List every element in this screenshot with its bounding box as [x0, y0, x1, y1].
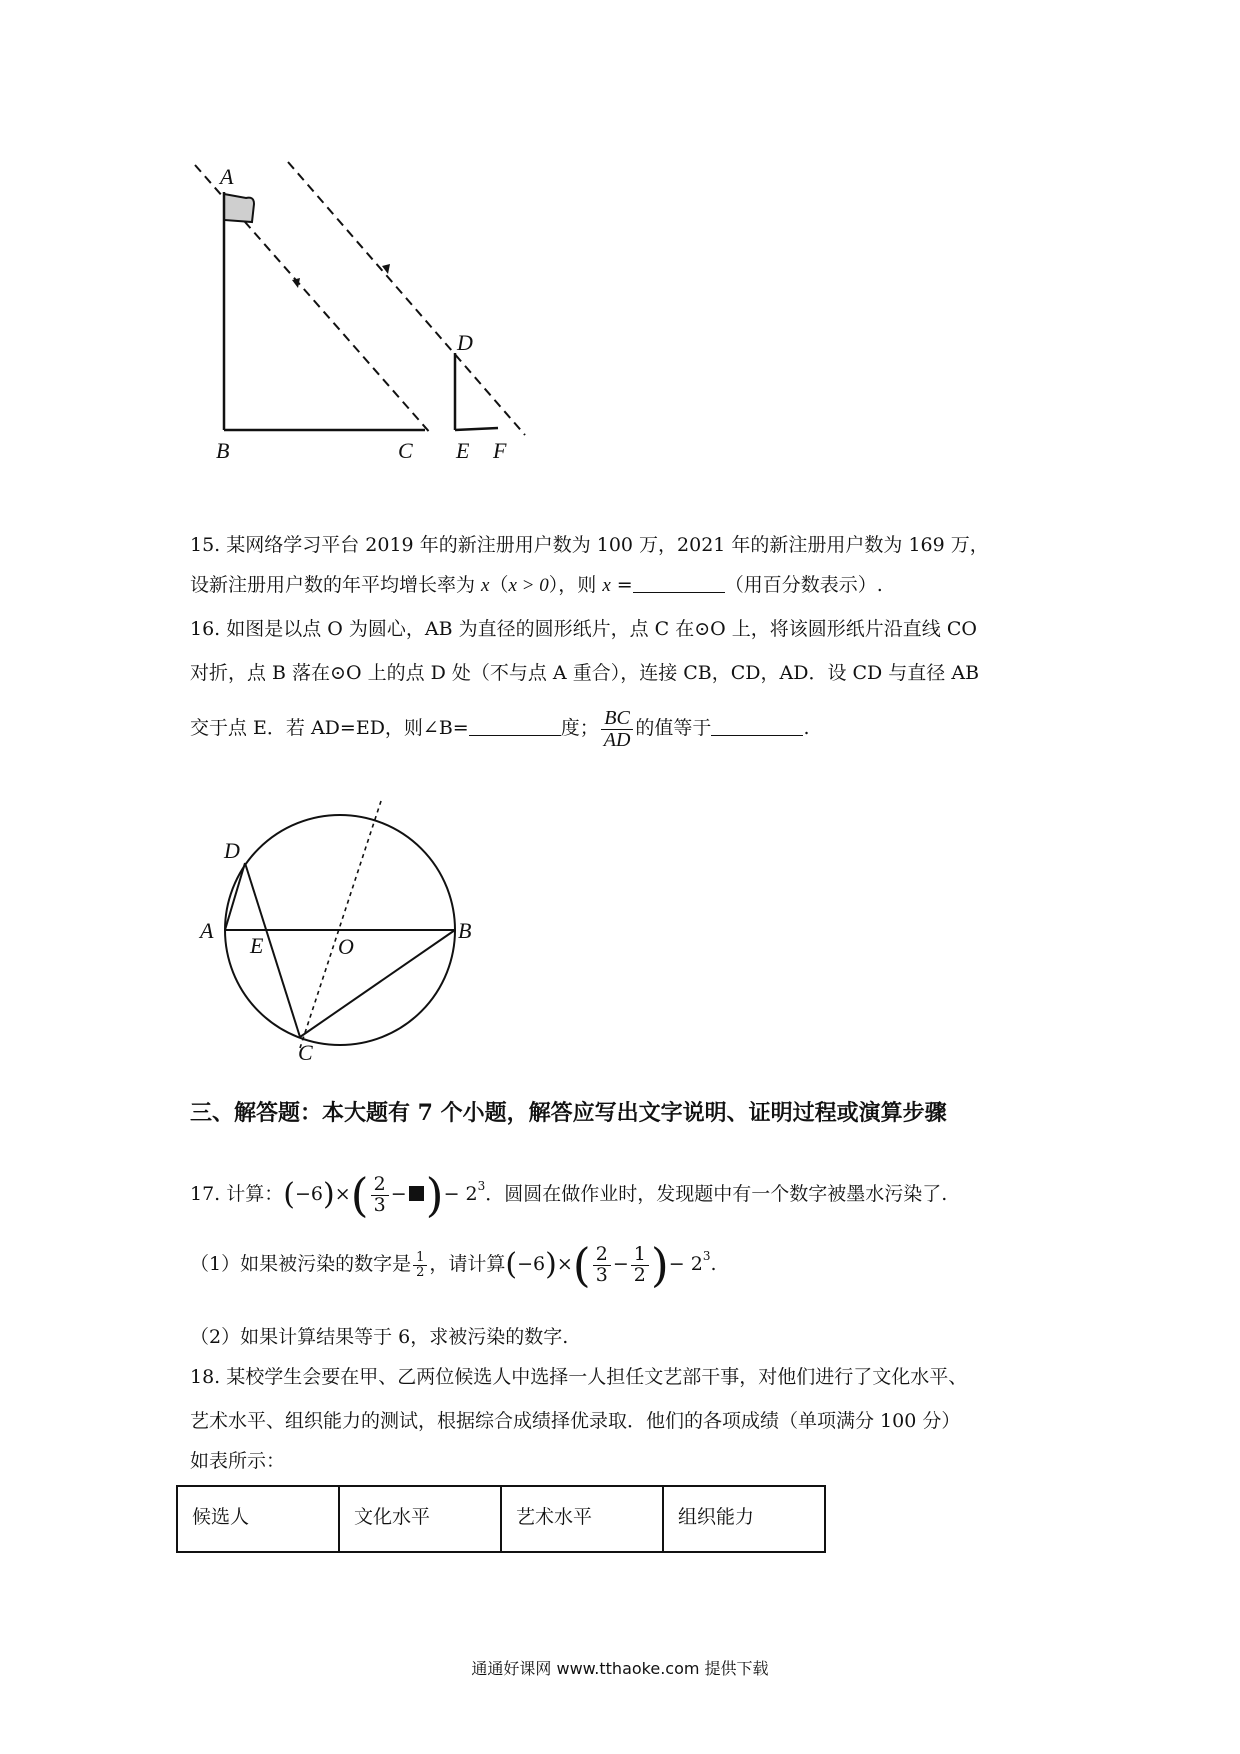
q17-p1-exponent: 3 — [702, 1249, 711, 1263]
q16-angle-blank[interactable] — [469, 717, 561, 736]
q17-line-1 — [190, 1156, 947, 1225]
q17-tail: ．圆圆在做作业时，发现题中有一个数字被墨水污染了. — [485, 1183, 948, 1205]
q15-var-2: x — [602, 575, 611, 596]
q17-part-2: （2）如果计算结果等于 6，求被污染的数字. — [190, 1326, 569, 1348]
table-header-cell: 文化水平 — [339, 1486, 501, 1552]
q16-text-post: 的值等于 — [635, 717, 712, 739]
q18-line-3: 如表所示： — [190, 1450, 286, 1472]
q17-exponent: 3 — [477, 1179, 486, 1193]
ink-blot-square — [409, 1186, 424, 1201]
q17-half-num: 1 — [413, 1251, 427, 1266]
q17-p1-num-1: 1 — [631, 1245, 649, 1266]
table-header-cell: 组织能力 — [663, 1486, 825, 1552]
q17-neg6: −6 — [294, 1183, 323, 1205]
q15-var: x — [481, 575, 490, 596]
scores-table — [176, 1485, 826, 1553]
segment-ad — [225, 863, 245, 930]
paren-open: ( — [283, 1177, 295, 1212]
label-c: C — [298, 1040, 313, 1065]
q16-text-end: . — [803, 717, 810, 739]
sun-ray-through-d — [288, 162, 525, 435]
paren-close: ) — [650, 1238, 669, 1292]
q16-text-mid: 度； — [560, 717, 599, 739]
label-c: C — [398, 438, 413, 463]
q17-p1-frac-2-3 — [593, 1242, 611, 1286]
q16-text-pre: 交于点 E．若 AD=ED，则∠B= — [190, 717, 469, 739]
label-a: A — [220, 164, 234, 189]
label-b: B — [458, 918, 472, 943]
q17-p1-frac-1-2 — [631, 1242, 649, 1286]
label-e: E — [250, 933, 264, 958]
q18-line-1: 18. 某校学生会要在甲、乙两位候选人中选择一人担任文艺部干事，对他们进行了文化水平、 — [190, 1366, 968, 1388]
q16-frac-num: BC — [601, 708, 633, 730]
q17-p1-minus: − — [612, 1253, 629, 1275]
shadow-figure — [180, 150, 540, 470]
q17-p1-minus-2: − 2 — [668, 1253, 703, 1275]
q15-line-2 — [190, 570, 883, 601]
q15-answer-blank[interactable] — [633, 574, 725, 593]
segment-cb — [300, 930, 455, 1037]
q17-frac-den: 3 — [373, 1193, 386, 1216]
q15-text-post: （用百分数表示）. — [724, 574, 883, 596]
q16-frac-den: AD — [603, 728, 631, 751]
label-a: A — [200, 918, 214, 943]
q17-minus-2: − 2 — [443, 1183, 478, 1205]
q18-line-2: 艺术水平、组织能力的测试，根据综合成绩择优录取．他们的各项成绩（单项满分 100 分） — [190, 1410, 961, 1432]
q16-ratio-blank[interactable] — [711, 717, 803, 736]
label-d: D — [224, 838, 240, 863]
paren-open: ( — [572, 1238, 591, 1292]
label-b: B — [216, 438, 230, 463]
table-header-cell: 艺术水平 — [501, 1486, 663, 1552]
table-header-cell: 候选人 — [177, 1486, 339, 1552]
page-footer: 通通好课网 www.tthaoke.com 提供下载 — [471, 1659, 769, 1678]
q17-p1-end: . — [710, 1253, 717, 1275]
circle-figure — [190, 790, 480, 1070]
q15-text-mid: ），则 — [548, 574, 603, 596]
q16-line-2: 对折，点 B 落在⊙O 上的点 D 处（不与点 A 重合），连接 CB，CD，AD．设 CD 与直径 AB — [190, 662, 980, 684]
q15-text-pre: 设新注册用户数的年平均增长率为 — [190, 574, 482, 596]
q15-eq: = — [610, 574, 633, 596]
q17-p1-num-2: 2 — [593, 1245, 611, 1266]
label-e: E — [456, 438, 470, 463]
q16-line-3 — [190, 700, 809, 756]
fold-line-co — [300, 798, 382, 1048]
flag — [224, 194, 254, 222]
q16-line-1: 16. 如图是以点 O 为圆心，AB 为直径的圆形纸片，点 C 在⊙O 上，将该圆形纸片沿直线 CO — [190, 618, 977, 640]
q17-p1-den-2: 2 — [633, 1263, 646, 1286]
paren-open: ( — [350, 1168, 369, 1222]
q17-p1-pre: （1）如果被污染的数字是 — [190, 1253, 412, 1275]
label-f: F — [493, 438, 507, 463]
q17-fraction — [371, 1172, 389, 1216]
q17-half-fraction — [413, 1251, 427, 1279]
q17-label: 17. 计算： — [190, 1183, 284, 1205]
q17-times: × — [334, 1183, 351, 1205]
table-header-row — [177, 1486, 825, 1552]
ground-ef — [455, 428, 498, 430]
q17-p1-times: × — [556, 1253, 573, 1275]
q15-line-1: 15. 某网络学习平台 2019 年的新注册用户数为 100 万，2021 年的新注册用户数为 169 万， — [190, 534, 989, 556]
q16-ratio-fraction — [601, 708, 634, 751]
q17-p1-neg6: −6 — [517, 1253, 546, 1275]
q15-cond-open: （ — [489, 574, 509, 596]
q17-part-1 — [190, 1226, 717, 1295]
label-d: D — [457, 330, 473, 355]
paren-open: ( — [505, 1247, 518, 1282]
paren-close: ) — [545, 1247, 557, 1282]
q17-frac-num: 2 — [371, 1175, 389, 1196]
ray-arrow-1 — [292, 278, 300, 288]
q17-p1-mid: ，请计算 — [429, 1253, 506, 1275]
paren-close: ) — [425, 1168, 444, 1222]
ray-arrow-2 — [382, 264, 390, 274]
paren-close: ) — [323, 1177, 335, 1212]
q17-p1-den-3: 3 — [595, 1263, 608, 1286]
section-3-heading: 三、解答题：本大题有 7 个小题，解答应写出文字说明、证明过程或演算步骤 — [190, 1100, 947, 1126]
q17-minus: − — [390, 1183, 407, 1205]
label-o: O — [338, 934, 354, 959]
q15-cond: x > 0 — [508, 575, 549, 596]
q17-half-den: 2 — [416, 1264, 425, 1280]
